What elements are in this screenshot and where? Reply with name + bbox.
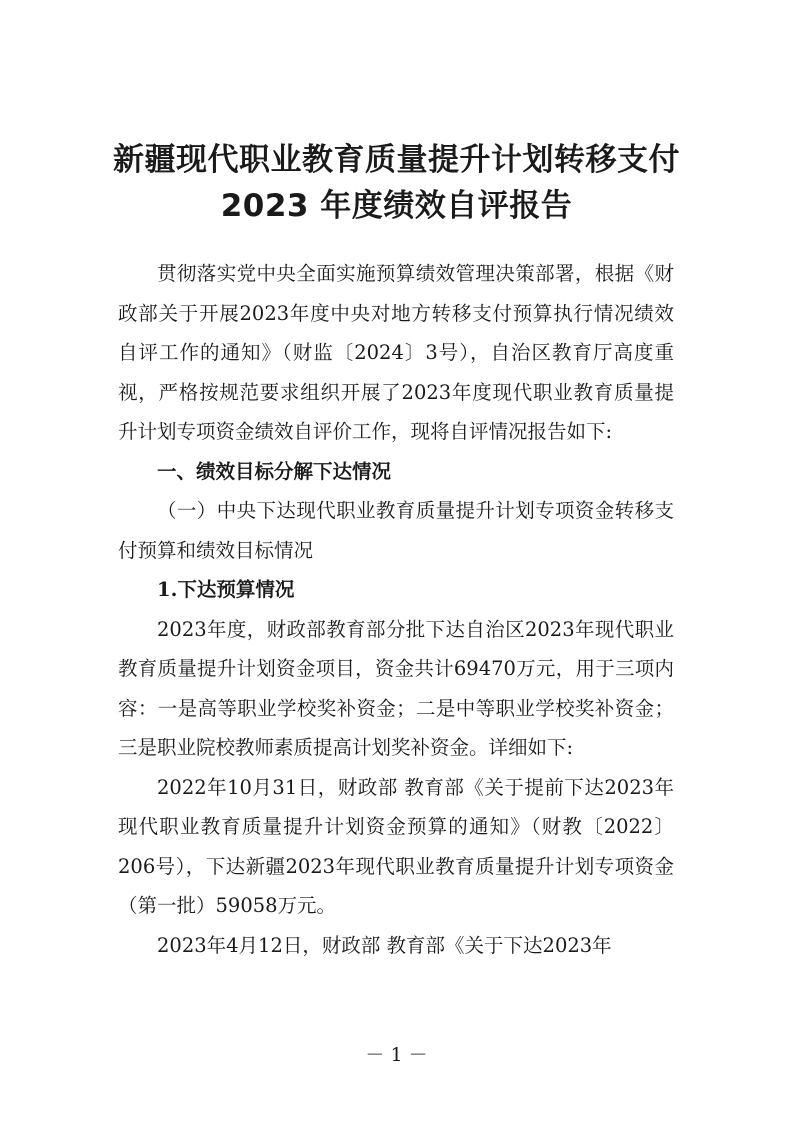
budget-paragraph: 2023年度，财政部教育部分批下达自治区2023年现代职业教育质量提升计划资金项目，资金共计69470万元，用于三项内容：一是高等职业学校奖补资金；二是中等职业学校奖补资金；三是职业院校教师素质提高计划奖补资金。详细如下: [118,617,674,759]
section-heading-1-1: （一）中央下达现代职业教育质量提升计划专项资金转移支付预算和绩效目标情况 [118,499,674,562]
document-body [118,254,674,965]
first-batch-paragraph: 2022年10月31日，财政部 教育部《关于提前下达2023年现代职业教育质量提升计划资金预算的通知》（财教〔2022〕206号），下达新疆2023年现代职业教育质量提升计划专项资金（第一批）59058万元。 [118,775,674,917]
page-number: － 1 － [365,1044,428,1066]
document-title-line-1: 新疆现代职业教育质量提升计划转移支付 [113,142,680,178]
section-heading-1: 一、绩效目标分解下达情况 [157,459,392,483]
second-batch-paragraph: 2023年4月12日，财政部 教育部《关于下达2023年 [157,933,612,957]
intro-paragraph: 贯彻落实党中央全面实施预算绩效管理决策部署，根据《财政部关于开展2023年度中央对地方转移支付预算执行情况绩效自评工作的通知》（财监〔2024〕3号），自治区教育厅高度重视，严格按规范要求组织开展了2023年度现代职业教育质量提升计划专项资金绩效自评价工作，现将自评情况报告如下: [118,262,674,443]
document-title-line-2: 2023 年度绩效自评报告 [220,188,573,224]
section-heading-1-1-1: 1.下达预算情况 [157,578,295,601]
